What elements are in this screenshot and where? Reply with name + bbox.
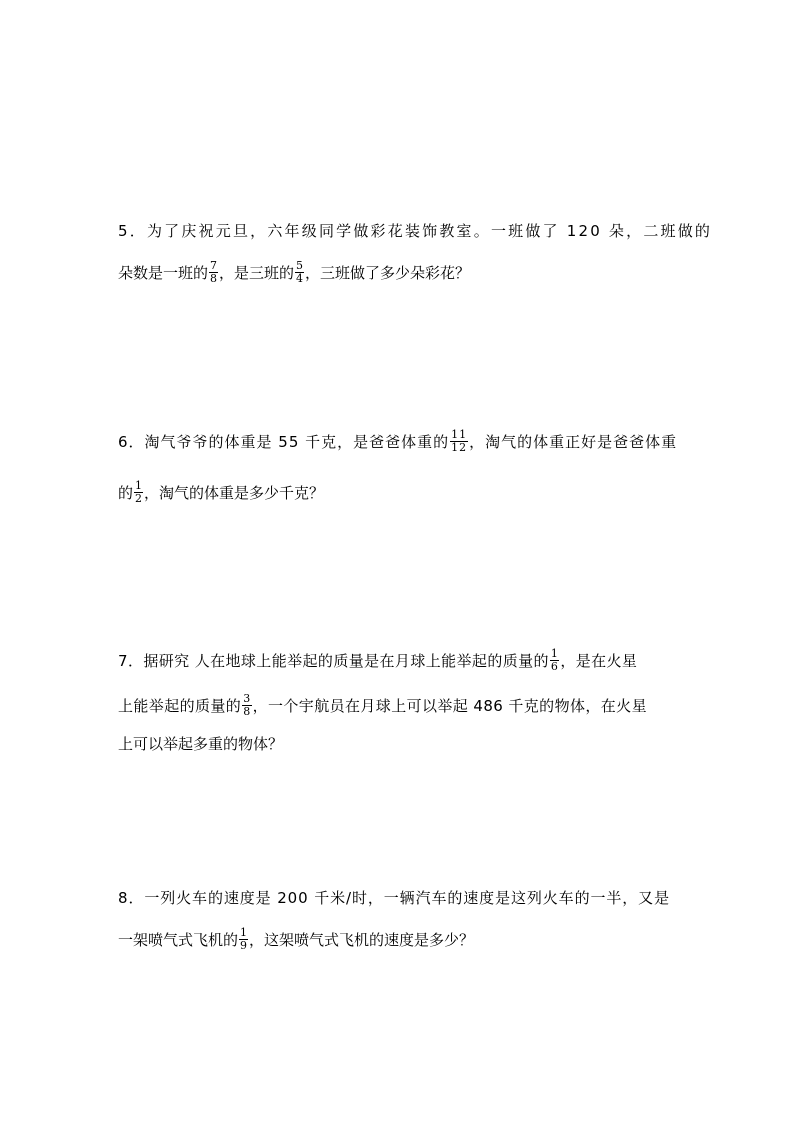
- fraction-denominator: 8: [210, 272, 218, 285]
- fraction-numerator: 5: [296, 259, 304, 272]
- fraction-numerator: 11: [451, 428, 468, 441]
- fraction: [550, 648, 559, 673]
- problem-text: ，这架喷气式飞机的速度是多少？: [249, 931, 475, 949]
- fraction: [242, 693, 251, 718]
- problem-text: ，是三班的: [219, 264, 295, 282]
- problem-text: ，淘气的体重正好是爸爸体重: [469, 433, 678, 451]
- fraction: [134, 480, 143, 505]
- fraction: [295, 260, 304, 285]
- fraction-denominator: 4: [296, 272, 304, 285]
- problem-text: ，是在火星: [560, 652, 638, 670]
- fraction-numerator: 1: [240, 926, 248, 939]
- problem-text: ，三班做了多少朵彩花？: [305, 264, 471, 282]
- fraction: [239, 927, 248, 952]
- fraction-numerator: 1: [550, 647, 559, 660]
- problem-text: ，一个宇航员在月球上可以举起 486 千克的物体，在火星: [252, 697, 647, 715]
- fraction-denominator: 8: [243, 705, 251, 718]
- problem-text: 8．一列火车的速度是 200 千米/时，一辆汽车的速度是这列火车的一半，又是: [118, 889, 670, 907]
- problem-text: 6．淘气爷爷的体重是 55 千克，是爸爸体重的: [118, 433, 450, 451]
- fraction-denominator: 9: [240, 939, 248, 952]
- problem-text: 一架喷气式飞机的: [118, 931, 239, 949]
- problem-text: 上可以举起多重的物体？: [118, 735, 284, 753]
- fraction-numerator: 3: [243, 692, 251, 705]
- problem-text: 5．为了庆祝元旦，六年级同学做彩花装饰教室。一班做了 120 朵，二班做的: [118, 222, 713, 240]
- problem-text: 7．据研究 人在地球上能举起的质量是在月球上能举起的质量的: [118, 652, 549, 670]
- problem-text: ，淘气的体重是多少千克？: [144, 484, 325, 502]
- fraction-denominator: 6: [550, 660, 559, 673]
- problem-text: 的: [118, 484, 134, 502]
- problem-text: 朵数是一班的: [118, 264, 209, 282]
- fraction-numerator: 7: [210, 259, 218, 272]
- fraction: [450, 429, 468, 454]
- problem-text: 上能举起的质量的: [118, 697, 242, 715]
- fraction: [209, 260, 218, 285]
- fraction-denominator: 12: [451, 441, 468, 454]
- fraction-denominator: 2: [135, 492, 143, 505]
- fraction-numerator: 1: [135, 479, 143, 492]
